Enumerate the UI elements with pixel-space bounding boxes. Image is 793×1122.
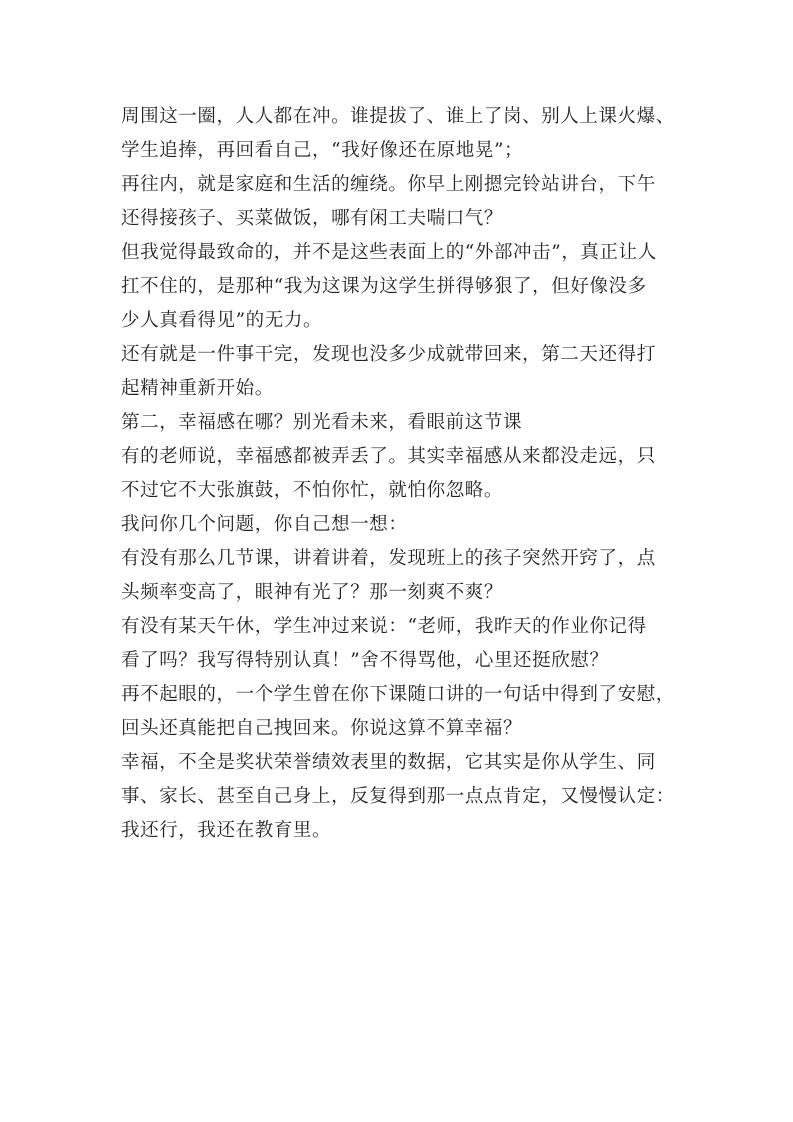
text-line: 事、家长、甚至自己身上，反复得到那一点点肯定，又慢慢认定： bbox=[121, 786, 675, 807]
text-line: 回头还真能把自己拽回来。你说这算不算幸福？ bbox=[121, 718, 523, 739]
text-line: 我问你几个问题，你自己想一想： bbox=[121, 514, 408, 535]
text-line: 学生追捧，再回看自己，“我好像还在原地晃”； bbox=[121, 140, 524, 161]
text-line: 再不起眼的，一个学生曾在你下课随口讲的一句话中得到了安慰， bbox=[121, 684, 675, 705]
text-line: 有没有某天午休，学生冲过来说：“老师，我昨天的作业你记得 bbox=[121, 616, 647, 637]
text-line: 幸福，不全是奖状荣誉绩效表里的数据，它其实是你从学生、同 bbox=[121, 752, 656, 773]
text-line: 但我觉得最致命的，并不是这些表面上的“外部冲击”，真正让人 bbox=[121, 242, 657, 263]
text-line: 少人真看得见”的无力。 bbox=[121, 310, 323, 331]
text-line: 扛不住的，是那种“我为这课为这学生拼得够狠了，但好像没多 bbox=[121, 276, 647, 297]
text-line: 还得接孩子、买菜做饭，哪有闲工夫喘口气？ bbox=[121, 208, 504, 229]
text-line: 我还行，我还在教育里。 bbox=[121, 820, 332, 841]
text-line: 有的老师说，幸福感都被弄丢了。其实幸福感从来都没走远，只 bbox=[121, 446, 656, 467]
text-line: 还有就是一件事干完，发现也没多少成就带回来，第二天还得打 bbox=[121, 344, 656, 365]
text-line: 周围这一圈，人人都在冲。谁提拔了、谁上了岗、别人上课火爆、 bbox=[121, 106, 675, 127]
text-line: 不过它不大张旗鼓，不怕你忙，就怕你忽略。 bbox=[121, 480, 504, 501]
text-line: 起精神重新开始。 bbox=[121, 378, 274, 399]
text-line: 头频率变高了，眼神有光了？那一刻爽不爽？ bbox=[121, 582, 504, 603]
text-line: 再往内，就是家庭和生活的缠绕。你早上刚摁完铃站讲台，下午 bbox=[121, 174, 656, 195]
text-line: 看了吗？我写得特别认真！”舍不得骂他，心里还挺欣慰？ bbox=[121, 650, 609, 671]
section-heading: 第二，幸福感在哪？别光看未来，看眼前这节课 bbox=[121, 412, 523, 433]
document-body bbox=[121, 100, 691, 848]
text-line: 有没有那么几节课，讲着讲着，发现班上的孩子突然开窍了，点 bbox=[121, 548, 656, 569]
